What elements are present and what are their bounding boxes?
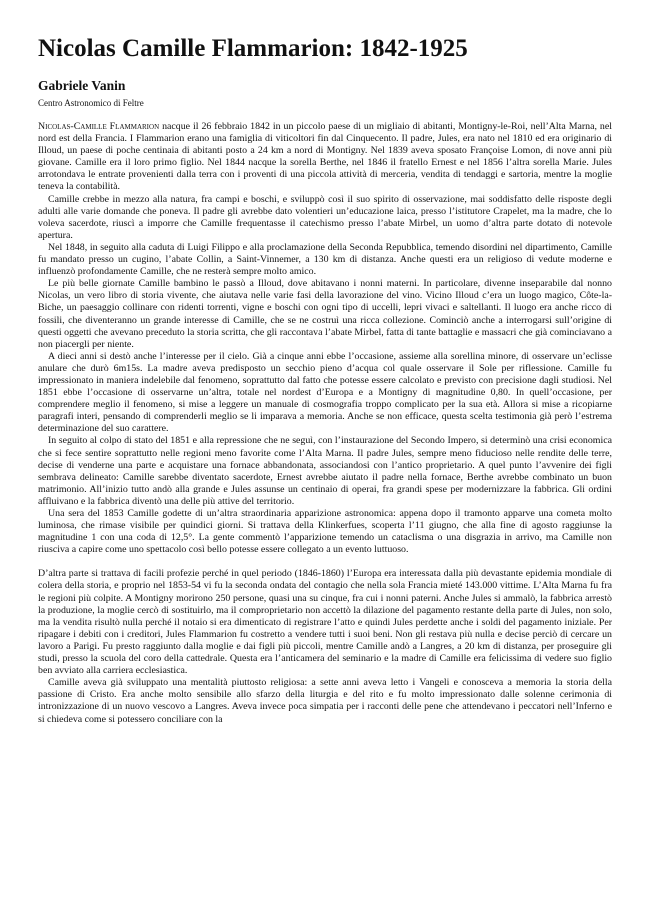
- paragraph-text: nacque il 26 febbraio 1842 in un piccolo paese di un migliaio di abitanti, Montigny-le-Roi, nell’Alta Marna, nel nord est della Francia. I Flammarion erano una famiglia di viticoltori fin dal Cinquecento. Il padre, Jules, era nato nel 1810 ed era originario di Illoud, un paese di poche centinaia di abitanti posto a 24 km a nord di Montigny. Nel 1839 aveva sposato Françoise Lomon, di nove anni più giovane. Camille era il loro primo figlio. Nel 1844 nacque la sorella Berthe, nel 1846 il fratello Ernest e nel 1856 l’altra sorella Marie. Jules arrotondava le entrate provenienti dalla terra con i proventi di una piccola attività di merceria, vendita di tendaggi e sartoria, mentre la moglie teneva la contabilità.: [38, 121, 612, 193]
- paragraph: Camille aveva già sviluppato una mentalità piuttosto religiosa: a sette anni aveva letto i Vangeli e conosceva a memoria la storia della passione di Cristo. Era anche molto sensibile allo sfarzo della liturgia e del rito e fu molto impressionato dalle solenne cerimonia di intronizzazione di un nuovo vescovo a Langres. Aveva invece poca simpatia per i racconti delle pene che attendevano i peccatori nell’Inferno e si chiedeva come si potessero conciliare con la: [38, 677, 612, 725]
- article-page: [38, 34, 612, 726]
- paragraph: Una sera del 1853 Camille godette di un’altra straordinaria apparizione astronomica: appena dopo il tramonto apparve una cometa molto luminosa, che rimase visibile per quindici giorni. Si trattava della Klinkerfues, scoperta l’11 giugno, che alla fine di agosto raggiunse la magnitudine 1 con una coda di 12,5°. La gente commentò l’apparizione temendo un cataclisma o una disgrazia in arrivo, ma Camille non riusciva a capire come uno spettacolo così bello potesse essere collegato a un evento luttuoso.: [38, 508, 612, 556]
- paragraph: D’altra parte si trattava di facili profezie perché in quel periodo (1846-1860) l’Europa era interessata dalla più devastante epidemia mondiale di colera della storia, e proprio nel 1853-54 vi fu la seconda ondata del contagio che nella sola Francia mieté 143.000 vittime. L’Alta Marna fu fra le regioni più colpite. A Montigny morirono 250 persone, quasi una su cinque, fra cui i nonni paterni. Anche Jules si ammalò, la fabbrica arrestò la produzione, la moglie cercò di sostituirlo, ma il comproprietario non accettò la dilazione del pagamento restante della parte di Jules, non solo, ma la vendita risultò nulla perché il notaio si era dimenticato di registrare l’atto e quindi Jules perdette anche i soldi del pagamento iniziale. Per ripagare i debiti con i creditori, Jules Flammarion fu costretto a vendere tutti i suoi beni. Non gli restava più nulla e decise perciò di cercare un lavoro a Parigi. Fu presto raggiunto dalla moglie e dai figli più piccoli, mentre Camille andò a Langres, a 20 km di distanza, per proseguire gli studi, presso la scuola del coro della cattedrale. Questa era l’anticamera del seminario e la madre di Camille era felicissima di vedere suo figlio ben avviato alla carriera ecclesiastica.: [38, 568, 612, 677]
- paragraph: [38, 121, 612, 194]
- paragraph: Camille crebbe in mezzo alla natura, fra campi e boschi, e sviluppò così il suo spirito di osservazione, mai soddisfatto delle risposte degli adulti alle varie domande che poneva. Il padre gli avrebbe dato volentieri un’educazione laica, presso l’istitutore Crapelet, ma la madre, che lo voleva sacerdote, riuscì a imporre che Camille frequentasse il catechismo presso l’abate Mirbel, un uomo d’altra parte dotato di notevole apertura.: [38, 193, 612, 241]
- paragraph: Le più belle giornate Camille bambino le passò a Illoud, dove abitavano i nonni materni. In particolare, divenne inseparabile dal nonno Nicolas, un vero libro di storia vivente, che aiutava nelle varie fasi della lavorazione del vino. Vicino Illoud c’era un luogo magico, Côte-la-Biche, un paesaggio collinare con ridenti torrenti, vigne e boschi con ogni tipo di uccelli, lepri vivaci e saltellanti. Il luogo era anche ricco di fossili, che diventeranno un grande interesse di Camille, che se ne costruì una ricca collezione. Cominciò anche a interrogarsi sull’origine di questi oggetti che avevano preceduto la storia scritta, che gli raccontava l’abate Mirbel, fatta di tante battaglie e massacri che già cominciavano a non piacergli per niente.: [38, 278, 612, 350]
- paragraph: Nel 1848, in seguito alla caduta di Luigi Filippo e alla proclamazione della Seconda Repubblica, temendo disordini nel dipartimento, Camille fu mandato presso un cugino, l’abate Collin, a Saint-Vinnemer, a 130 km di distanza. Anche questi era un religioso di vedute moderne e influenzò profondamente Camille, che ne resterà sempre molto amico.: [38, 241, 612, 278]
- author-affiliation: Centro Astronomico di Feltre: [38, 98, 144, 108]
- paragraph: In seguito al colpo di stato del 1851 e alla repressione che ne seguì, con l’instaurazione del Secondo Impero, si determinò una crisi economica che si fece sentire soprattutto nelle regioni meno favorite come l’Alta Marna. Il padre Jules, sempre meno fiducioso nelle rendite delle terre, decise di venderne una parte e acquistare una fornace abbandonata, associandosi con l’antico proprietario. A quel punto l’avvenire dei figli sembrava delineato: Camille sarebbe diventato sacerdote, Ernest avrebbe aiutato il padre nella fornace, Berthe avrebbe combinato un buon matrimonio. All’inizio tutto andò alla grande e Jules assunse un centinaio di operai, fra grandi spese per modernizzare la fabbrica. Gli ordini affluivano e la fabbrica diventò una delle più attive del territorio.: [38, 435, 612, 507]
- author-name: Gabriele Vanin: [38, 78, 126, 93]
- article-body: [38, 121, 612, 726]
- article-title: Nicolas Camille Flammarion: 1842-1925: [38, 35, 468, 62]
- paragraph: A dieci anni si destò anche l’interesse per il cielo. Già a cinque anni ebbe l’occasione, assieme alla sorellina minore, di osservare un’eclisse anulare che durò 6m15s. La madre aveva predisposto un secchio pieno d’acqua col quale osservare il Sole per riflessione. Camille fu impressionato in maniera indelebile dal fenomeno, soprattutto dal fatto che potesse essere calcolato e previsto con precisione dagli studiosi. Nel 1851 ebbe l’occasione di osservarne un’altra, totale nel nordest d’Europa e a Montigny di magnitudine 0,80. In quell’occasione, per comprendere meglio il fenomeno, si mise a leggere un manuale di cosmografia troppo complicato per la sua età. Allora si mise a ricopiarne paragrafi interi, pensando di comprenderli meglio se li imparava a memoria. Anche se non efficace, questa scelta testimonia già però l’estrema determinazione del suo carattere.: [38, 350, 612, 435]
- lead-name: Nicolas-Camille Flammarion: [38, 121, 160, 132]
